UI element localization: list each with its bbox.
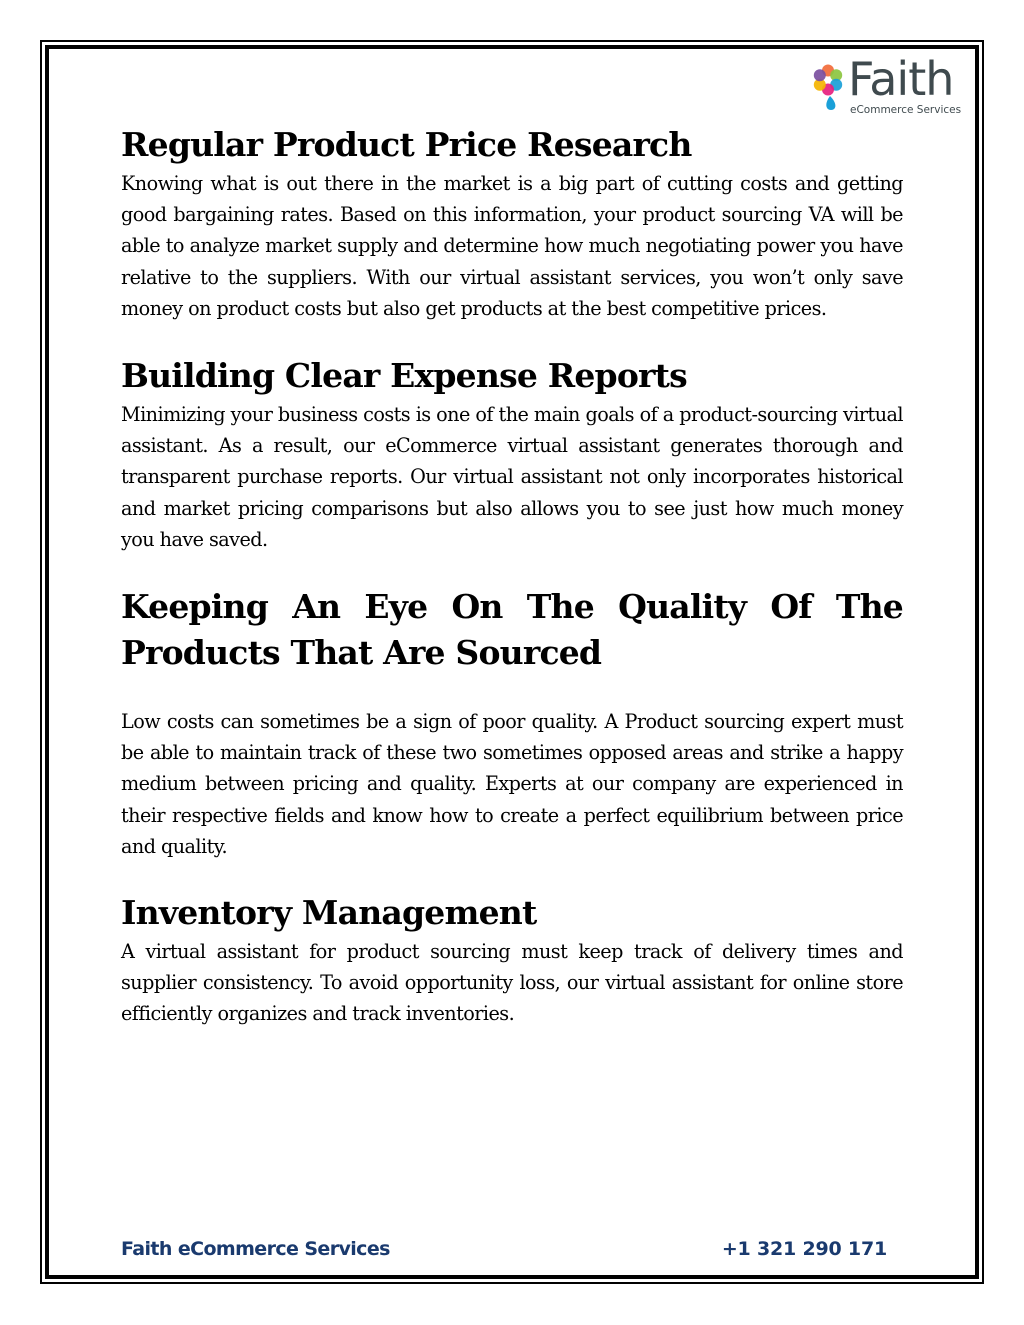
logo-petal	[814, 69, 826, 81]
section-heading-quality: Keeping An Eye On The Quality Of The Products That Are Sourced	[121, 587, 903, 673]
flower-icon	[810, 56, 850, 112]
section-heading-price-research: Regular Product Price Research	[121, 125, 692, 164]
logo-droplet	[826, 96, 835, 110]
logo-subtitle: eCommerce Services	[850, 104, 962, 116]
section-body-price-research: Knowing what is out there in the market is a big part of cutting costs and getting good bargaining rates. Based on this information, your product sourcing VA will be able to analyze market supply and determine how much negotiating power you have relative to the suppliers. With our virtual assistant services, you won’t only save money on product costs but also get products at the best competitive prices.	[121, 172, 903, 320]
logo-wordmark: Faith	[848, 52, 954, 106]
section-body-inventory: A virtual assistant for product sourcing must keep track of delivery times and supplier consistency. To avoid opportunity loss, our virtual assistant for online store efficiently organizes and track inventories.	[121, 940, 903, 1026]
section-body-expense-reports: Minimizing your business costs is one of the main goals of a product-sourcing virtual assistant. As a result, our eCommerce virtual assistant generates thorough and transparent purchase reports. Our virtual assistant not only incorporates historical and market pricing comparisons but also allows you to see just how much money you have saved.	[121, 403, 903, 551]
section-heading-expense-reports: Building Clear Expense Reports	[121, 356, 687, 396]
footer-company: Faith eCommerce Services	[121, 1238, 390, 1260]
footer-phone: +1 321 290 171	[721, 1238, 887, 1260]
page-footer	[121, 1238, 887, 1262]
section-heading-inventory: Inventory Management	[121, 893, 537, 933]
section-body-quality: Low costs can sometimes be a sign of poor quality. A Product sourcing expert must be able to maintain track of these two sometimes opposed areas and strike a happy medium between pricing and quality. Experts at our company are experienced in their respective fields and know how to create a perfect equilibrium between price and quality.	[121, 710, 903, 858]
faith-logo	[810, 52, 974, 120]
document-body	[121, 120, 903, 1030]
